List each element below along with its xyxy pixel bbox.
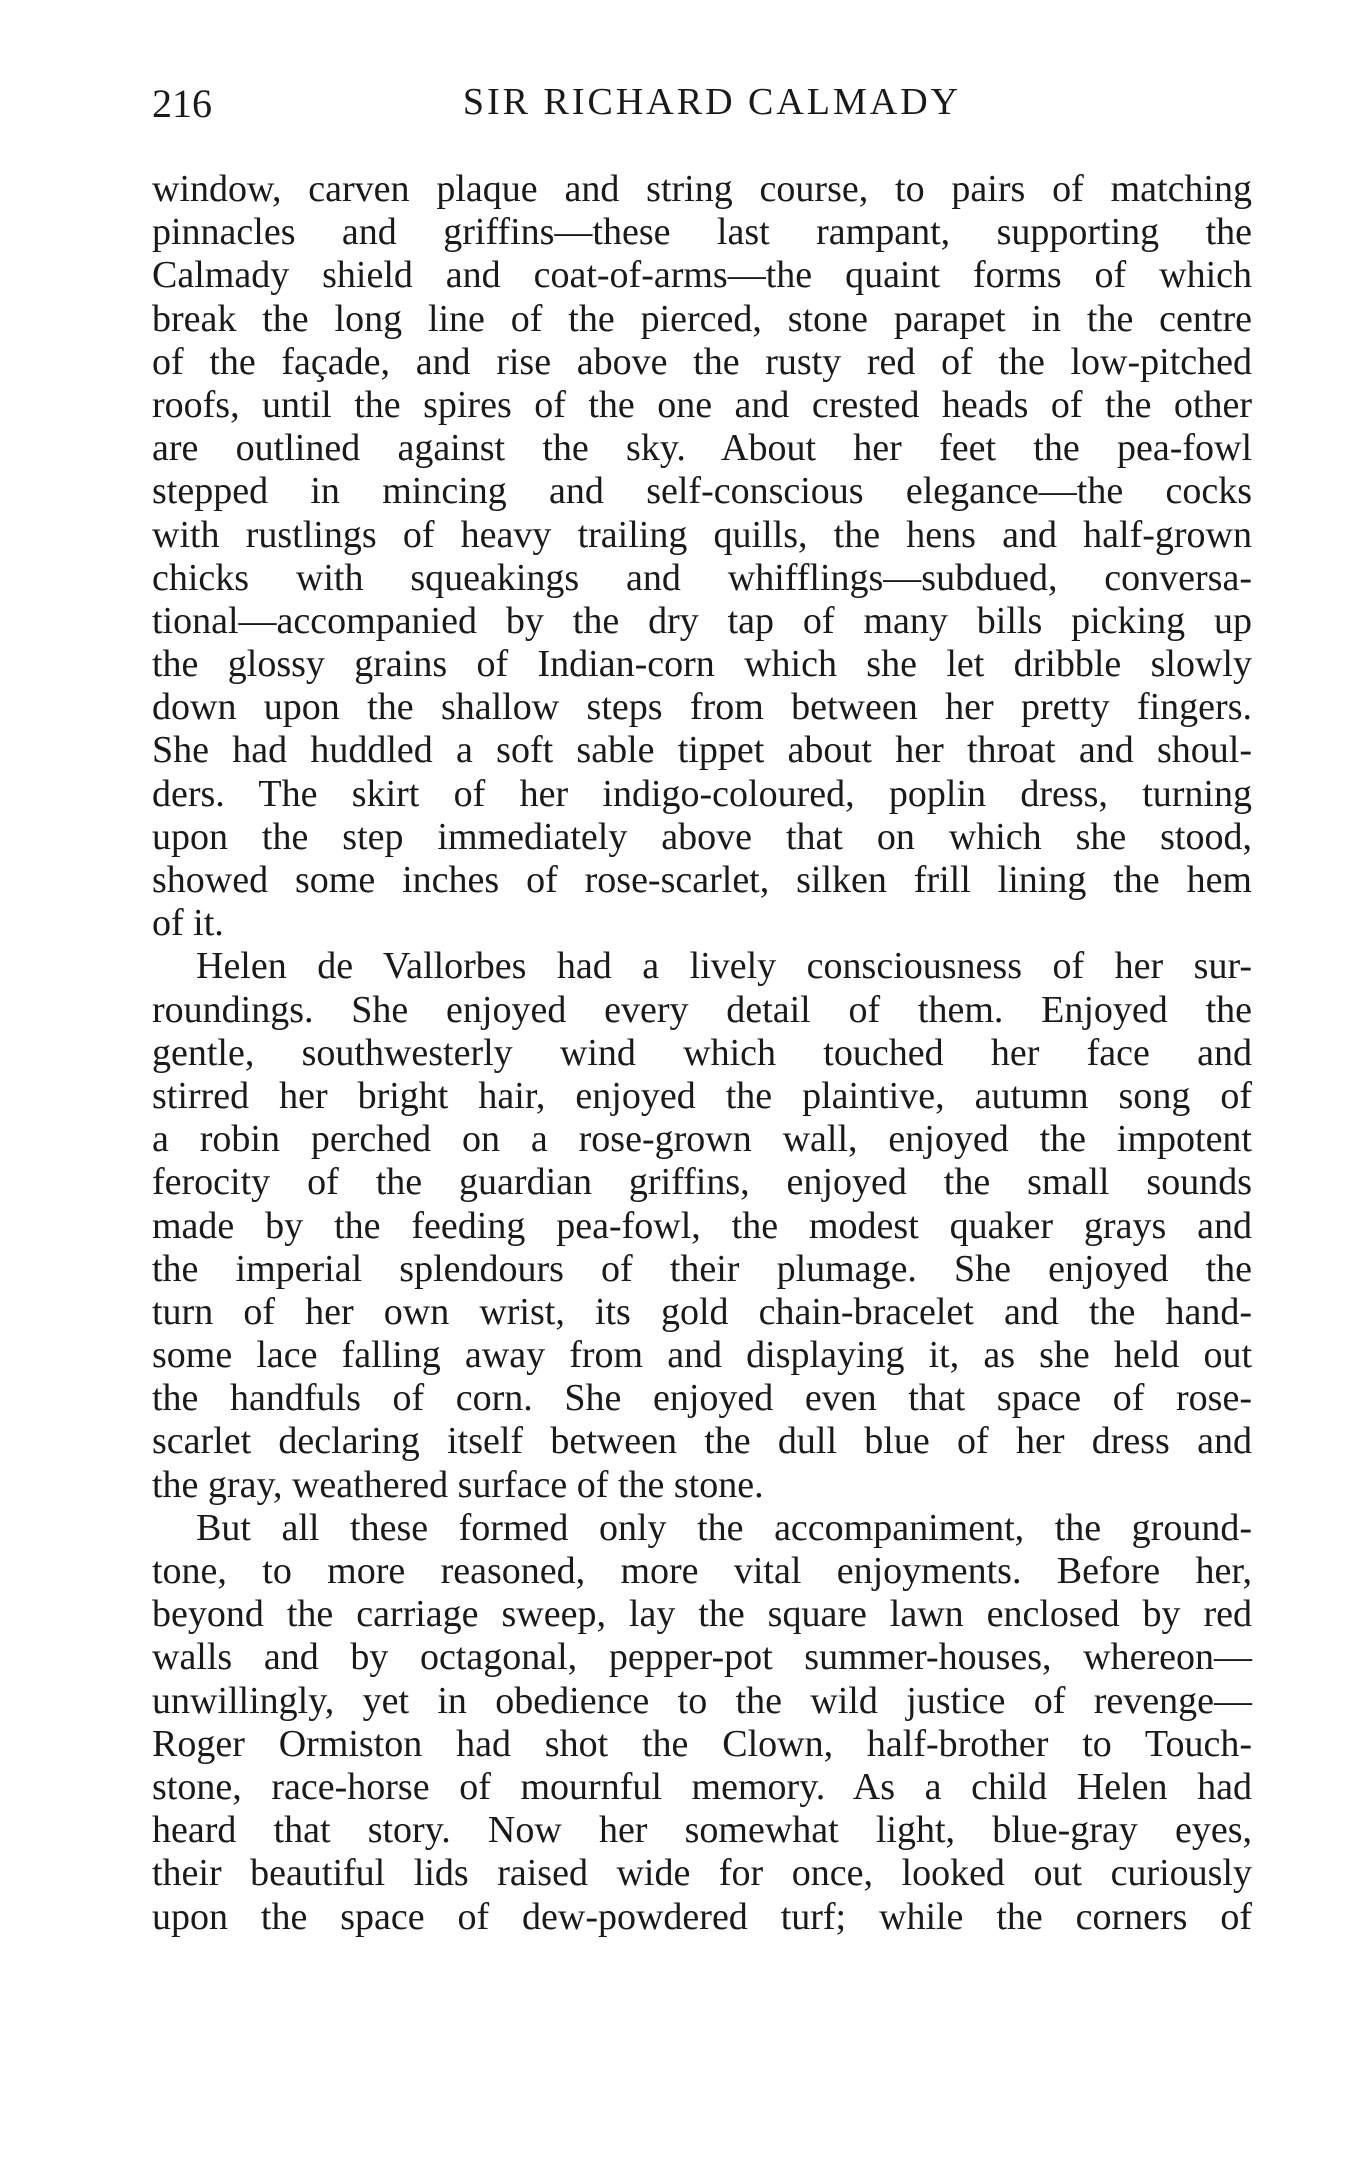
text-line: showed some inches of rose-scarlet, silken frill lining the hem [152, 859, 1252, 901]
text-line: a robin perched on a rose-grown wall, enjoyed the impotent [152, 1118, 1252, 1161]
text-line: the imperial splendours of their plumage. She enjoyed the [152, 1247, 1252, 1290]
text-line: of it. [152, 902, 224, 945]
text-line: gentle, southwesterly wind which touched her face and [152, 1031, 1252, 1074]
text-line: tone, to more reasoned, more vital enjoyments. Before her, [152, 1550, 1252, 1592]
text-line: upon the step immediately above that on which she stood, [152, 815, 1252, 858]
text-line: the glossy grains of Indian-corn which she let dribble slowly [152, 643, 1252, 686]
text-line: stepped in mincing and self-conscious elegance—the cocks [152, 470, 1252, 513]
text-line: of the façade, and rise above the rusty red of the low-pitched [152, 340, 1252, 383]
text-line: turn of her own wrist, its gold chain-bracelet and the hand- [152, 1290, 1252, 1333]
text-line: Calmady shield and coat-of-arms—the quaint forms of which [152, 254, 1252, 297]
page-header [152, 80, 1252, 130]
text-line: Helen de Vallorbes had a lively consciousness of her sur- [196, 945, 1252, 988]
text-line: She had huddled a soft sable tippet about her throat and shoul- [152, 729, 1252, 772]
text-line: scarlet declaring itself between the dull blue of her dress and [152, 1420, 1252, 1463]
text-line: But all these formed only the accompaniment, the ground- [196, 1506, 1252, 1549]
page-number: 216 [152, 81, 212, 126]
text-line: stone, race-horse of mournful memory. As a child Helen had [152, 1765, 1252, 1808]
text-line: with rustlings of heavy trailing quills, the hens and half-grown [152, 513, 1252, 556]
text-line: beyond the carriage sweep, lay the square lawn enclosed by red [152, 1593, 1252, 1636]
text-line: some lace falling away from and displaying it, as she held out [152, 1334, 1252, 1377]
text-line: Roger Ormiston had shot the Clown, half-brother to Touch- [152, 1722, 1252, 1765]
text-line: down upon the shallow steps from between her pretty fingers. [152, 686, 1252, 729]
text-line: ferocity of the guardian griffins, enjoyed the small sounds [152, 1161, 1252, 1204]
text-line: walls and by octagonal, pepper-pot summer-houses, whereon— [152, 1636, 1252, 1679]
text-line: unwillingly, yet in obedience to the wild justice of revenge— [152, 1679, 1252, 1722]
text-line: stirred her bright hair, enjoyed the plaintive, autumn song of [152, 1074, 1252, 1117]
text-line: heard that story. Now her somewhat light, blue-gray eyes, [152, 1809, 1252, 1852]
text-line: the gray, weathered surface of the stone. [152, 1463, 764, 1506]
text-line: made by the feeding pea-fowl, the modest quaker grays and [152, 1204, 1252, 1247]
text-line: pinnacles and griffins—these last rampant, supporting the [152, 211, 1252, 254]
running-title: SIR RICHARD CALMADY [462, 81, 962, 123]
text-line: break the long line of the pierced, stone parapet in the centre [152, 297, 1252, 340]
text-line: upon the space of dew-powdered turf; while the corners of [152, 1895, 1252, 1938]
text-line: chicks with squeakings and whifflings—subdued, conversa- [152, 556, 1252, 599]
text-line: roundings. She enjoyed every detail of them. Enjoyed the [152, 988, 1252, 1031]
body-text [152, 168, 1252, 1939]
text-line: the handfuls of corn. She enjoyed even that space of rose- [152, 1377, 1252, 1420]
text-line: roofs, until the spires of the one and crested heads of the other [152, 383, 1252, 426]
text-line: ders. The skirt of her indigo-coloured, poplin dress, turning [152, 772, 1252, 815]
text-line: tional—accompanied by the dry tap of many bills picking up [152, 599, 1252, 642]
text-line: their beautiful lids raised wide for once, looked out curiously [152, 1852, 1252, 1895]
text-line: are outlined against the sky. About her feet the pea-fowl [152, 427, 1252, 470]
text-line: window, carven plaque and string course, to pairs of matching [152, 168, 1252, 210]
